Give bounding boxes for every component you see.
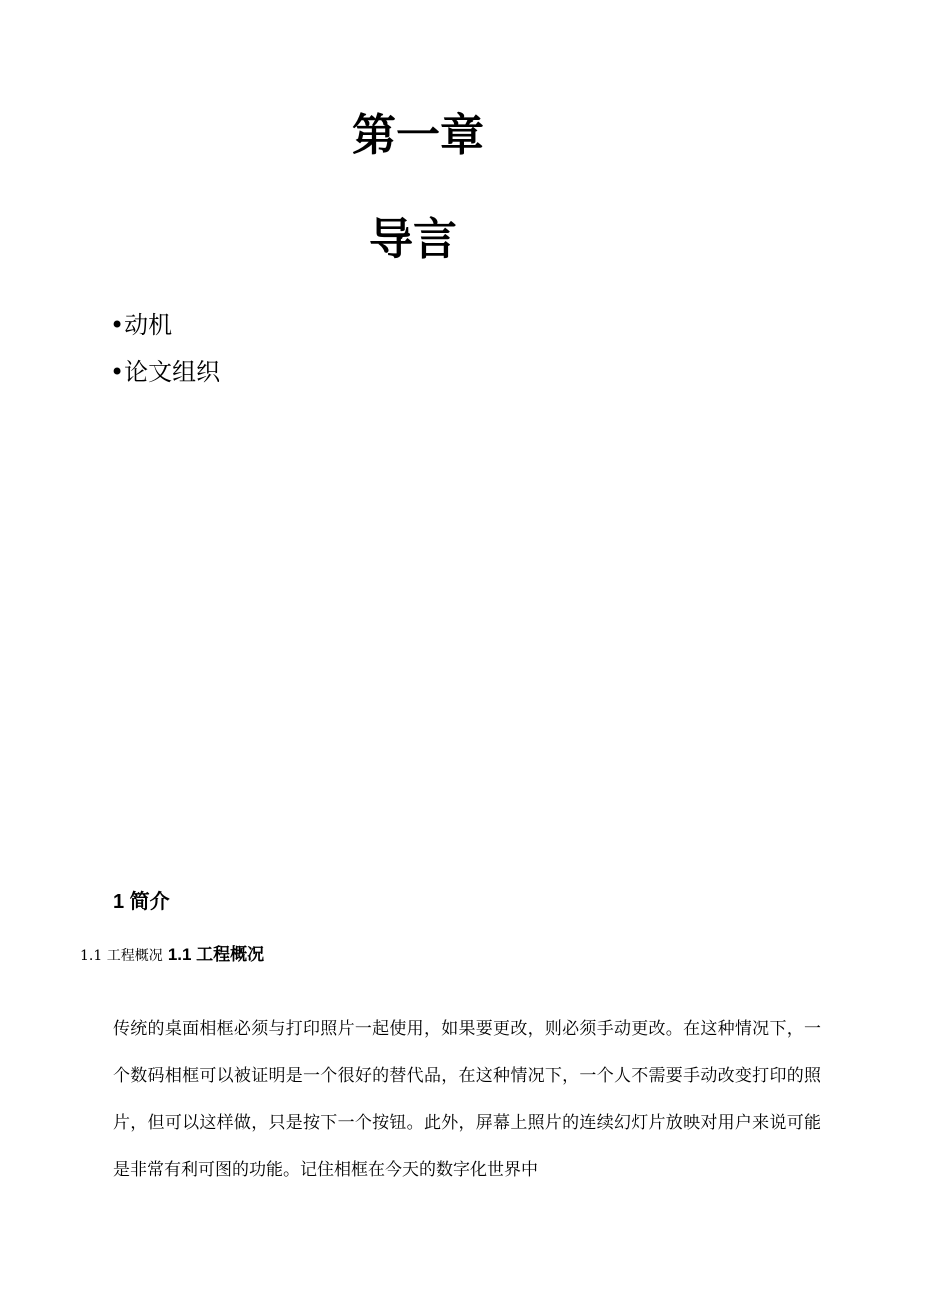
section-heading-introduction: 1 简介 xyxy=(113,891,170,913)
outline-item-thesis-organization: •论文组织 xyxy=(110,358,221,386)
chapter-number-heading: 第一章 xyxy=(352,110,484,161)
subsection-toc-entry: 1.1 工程概况 xyxy=(80,948,163,964)
chapter-title-heading: 导言 xyxy=(369,214,457,265)
chapter-outline-list xyxy=(110,302,220,396)
outline-item-motivation: •动机 xyxy=(110,311,173,339)
body-paragraph: 传统的桌面相框必须与打印照片一起使用，如果要更改，则必须手动更改。在这种情况下，一个数码相框可以被证明是一个很好的替代品，在这种情况下，一个人不需要手动改变打印的照片，但可以这样做，只是按下一个按钮。此外，屏幕上照片的连续幻灯片放映对用户来说可能是非常有利可图的功能。记住相框在今天的数字化世界中 xyxy=(113,1019,821,1180)
subsection-heading-project-overview: 1.1 工程概况 xyxy=(167,945,265,964)
subsection-line xyxy=(80,942,264,969)
